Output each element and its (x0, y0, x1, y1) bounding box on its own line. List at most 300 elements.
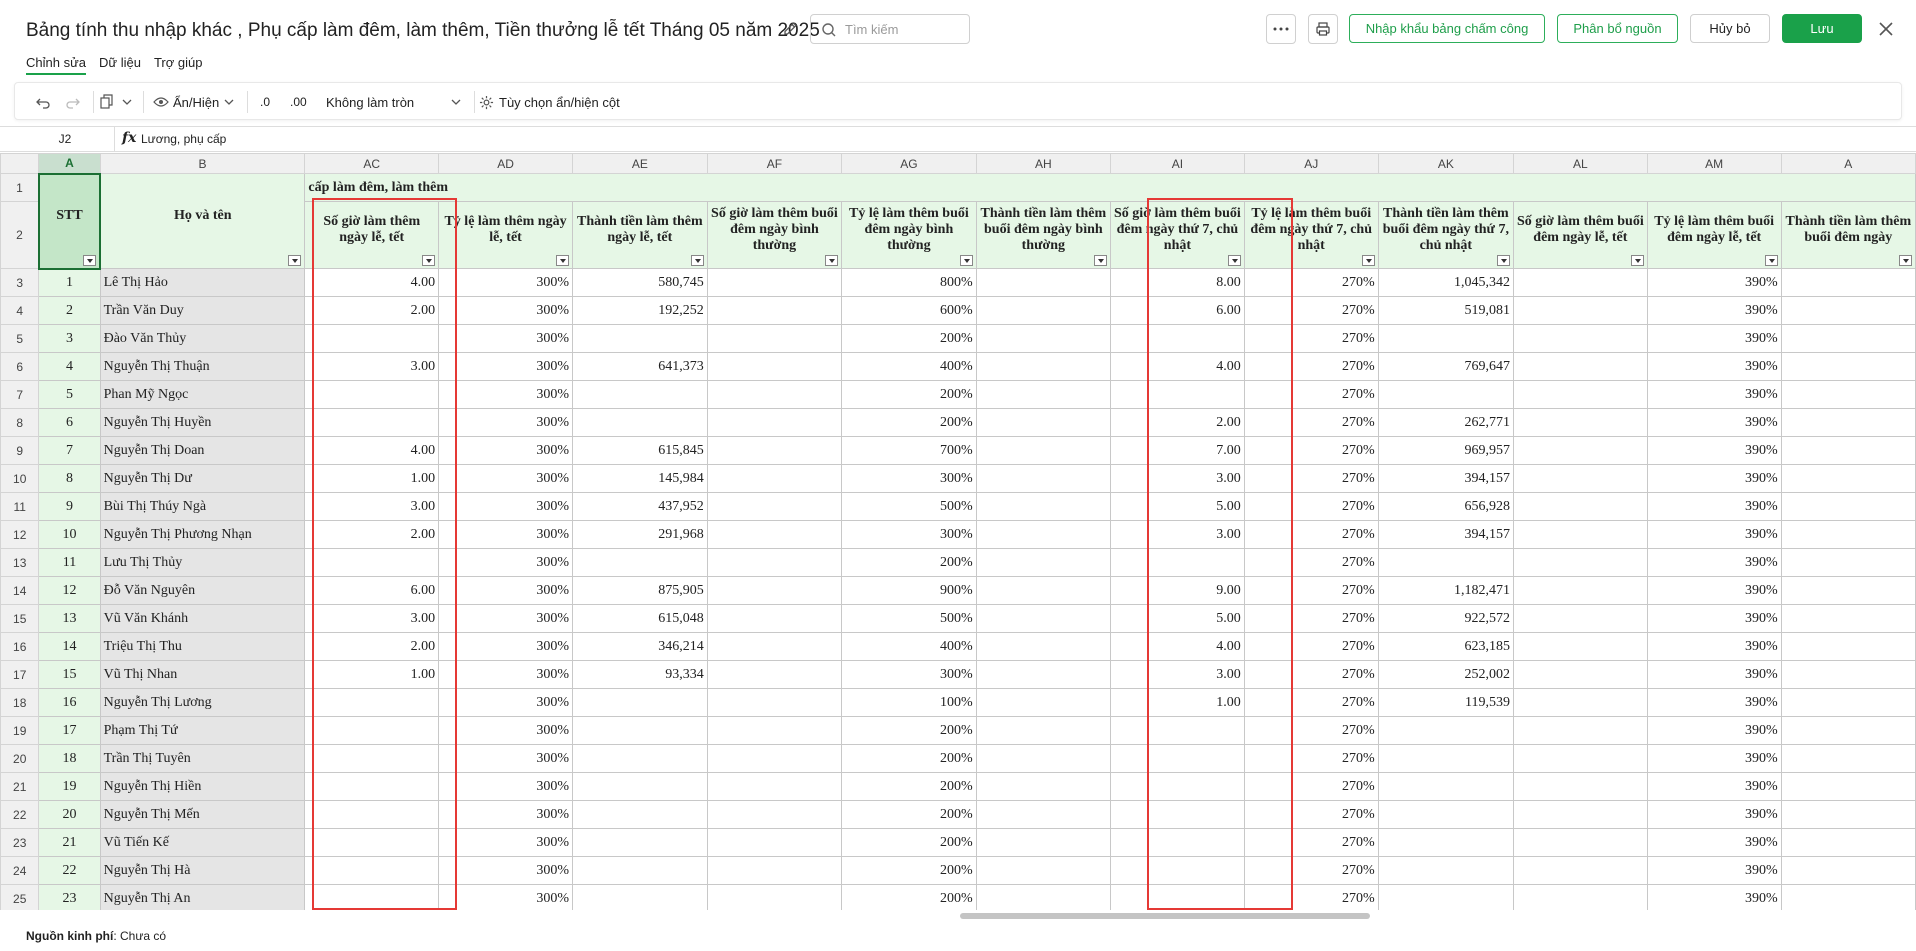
data-cell[interactable] (1111, 745, 1245, 773)
row-header[interactable]: 22 (1, 801, 39, 829)
data-cell[interactable]: 300% (439, 381, 573, 409)
data-cell[interactable] (1111, 549, 1245, 577)
data-cell[interactable]: 270% (1244, 633, 1378, 661)
stt-cell[interactable]: 10 (39, 521, 100, 549)
stt-cell[interactable]: 7 (39, 437, 100, 465)
data-cell[interactable]: 769,647 (1378, 353, 1513, 381)
data-cell[interactable]: 3.00 (1111, 661, 1245, 689)
name-cell[interactable]: Đỗ Văn Nguyên (100, 577, 305, 605)
data-cell[interactable] (707, 493, 841, 521)
data-cell[interactable]: 300% (439, 773, 573, 801)
data-cell[interactable] (707, 325, 841, 353)
row-header[interactable]: 7 (1, 381, 39, 409)
data-cell[interactable]: 200% (842, 801, 976, 829)
stt-cell[interactable]: 18 (39, 745, 100, 773)
name-cell[interactable]: Trần Văn Duy (100, 297, 305, 325)
column-header[interactable]: AH (976, 154, 1110, 174)
row-header[interactable]: 24 (1, 857, 39, 885)
data-cell[interactable] (1514, 829, 1648, 857)
data-cell[interactable]: 200% (842, 381, 976, 409)
increase-decimal-button[interactable]: .00 (290, 95, 307, 109)
data-cell[interactable]: 400% (842, 353, 976, 381)
column-header[interactable]: AF (707, 154, 841, 174)
name-cell[interactable]: Phan Mỹ Ngọc (100, 381, 305, 409)
data-cell[interactable] (1781, 745, 1915, 773)
data-cell[interactable]: 519,081 (1378, 297, 1513, 325)
filter-icon[interactable] (1899, 255, 1912, 266)
data-cell[interactable] (573, 745, 708, 773)
data-cell[interactable]: 300% (439, 605, 573, 633)
row-header[interactable]: 25 (1, 885, 39, 911)
print-button[interactable] (1308, 14, 1338, 44)
data-cell[interactable]: 270% (1244, 465, 1378, 493)
data-cell[interactable] (1111, 325, 1245, 353)
data-cell[interactable]: 300% (439, 885, 573, 911)
name-cell[interactable]: Nguyễn Thị Hà (100, 857, 305, 885)
data-cell[interactable]: 300% (439, 521, 573, 549)
row-header[interactable]: 6 (1, 353, 39, 381)
data-cell[interactable]: 390% (1647, 297, 1781, 325)
name-cell[interactable]: Đào Văn Thủy (100, 325, 305, 353)
data-cell[interactable] (1514, 689, 1648, 717)
data-cell[interactable] (1514, 605, 1648, 633)
data-cell[interactable]: 390% (1647, 521, 1781, 549)
name-cell[interactable]: Nguyễn Thị An (100, 885, 305, 911)
data-cell[interactable] (1514, 521, 1648, 549)
data-cell[interactable] (1514, 493, 1648, 521)
stt-cell[interactable]: 22 (39, 857, 100, 885)
name-cell[interactable]: Nguyễn Thị Thuận (100, 353, 305, 381)
data-cell[interactable]: 119,539 (1378, 689, 1513, 717)
data-cell[interactable] (1514, 857, 1648, 885)
filter-icon[interactable] (556, 255, 569, 266)
data-cell[interactable]: 300% (439, 297, 573, 325)
data-cell[interactable] (976, 633, 1110, 661)
data-cell[interactable] (707, 829, 841, 857)
filter-icon[interactable] (1631, 255, 1644, 266)
data-cell[interactable] (1514, 773, 1648, 801)
stt-cell[interactable]: 3 (39, 325, 100, 353)
data-cell[interactable]: 969,957 (1378, 437, 1513, 465)
data-cell[interactable] (1111, 857, 1245, 885)
data-cell[interactable] (573, 801, 708, 829)
data-cell[interactable] (1378, 773, 1513, 801)
data-cell[interactable]: 300% (439, 633, 573, 661)
data-cell[interactable] (1514, 801, 1648, 829)
name-cell[interactable]: Nguyễn Thị Phương Nhạn (100, 521, 305, 549)
data-cell[interactable] (1514, 381, 1648, 409)
data-cell[interactable] (707, 577, 841, 605)
data-cell[interactable] (707, 633, 841, 661)
data-cell[interactable] (573, 773, 708, 801)
data-cell[interactable]: 3.00 (305, 605, 439, 633)
menu-help[interactable]: Trợ giúp (153, 55, 203, 70)
data-cell[interactable]: 3.00 (1111, 465, 1245, 493)
data-cell[interactable] (707, 661, 841, 689)
data-cell[interactable]: 300% (439, 437, 573, 465)
data-cell[interactable]: 270% (1244, 717, 1378, 745)
data-cell[interactable]: 300% (439, 549, 573, 577)
data-cell[interactable] (1781, 717, 1915, 745)
data-cell[interactable]: 2.00 (1111, 409, 1245, 437)
data-cell[interactable] (1514, 633, 1648, 661)
data-cell[interactable] (573, 857, 708, 885)
data-cell[interactable] (1781, 773, 1915, 801)
data-cell[interactable] (976, 689, 1110, 717)
data-cell[interactable] (305, 409, 439, 437)
data-cell[interactable] (1781, 325, 1915, 353)
stt-cell[interactable]: 4 (39, 353, 100, 381)
stt-cell[interactable]: 23 (39, 885, 100, 911)
data-cell[interactable] (976, 857, 1110, 885)
column-header[interactable]: AD (439, 154, 573, 174)
row-header[interactable]: 19 (1, 717, 39, 745)
data-cell[interactable]: 390% (1647, 465, 1781, 493)
data-cell[interactable]: 200% (842, 773, 976, 801)
data-cell[interactable] (305, 381, 439, 409)
data-cell[interactable]: 270% (1244, 409, 1378, 437)
data-cell[interactable] (707, 381, 841, 409)
row-header[interactable]: 15 (1, 605, 39, 633)
stt-cell[interactable]: 2 (39, 297, 100, 325)
name-cell[interactable]: Bùi Thị Thúy Ngà (100, 493, 305, 521)
data-cell[interactable]: 270% (1244, 353, 1378, 381)
data-cell[interactable]: 270% (1244, 269, 1378, 297)
column-options-button[interactable] (479, 91, 620, 113)
stt-cell[interactable]: 6 (39, 409, 100, 437)
data-cell[interactable] (707, 437, 841, 465)
data-cell[interactable]: 300% (842, 465, 976, 493)
data-cell[interactable]: 200% (842, 829, 976, 857)
data-cell[interactable]: 1.00 (305, 661, 439, 689)
name-cell[interactable]: Vũ Tiến Kế (100, 829, 305, 857)
name-cell[interactable]: Nguyễn Thị Lương (100, 689, 305, 717)
data-cell[interactable] (1514, 661, 1648, 689)
data-cell[interactable] (707, 745, 841, 773)
row-header[interactable]: 5 (1, 325, 39, 353)
column-header[interactable]: B (100, 154, 305, 174)
data-cell[interactable]: 300% (439, 269, 573, 297)
show-hide-dropdown[interactable] (153, 91, 235, 113)
data-cell[interactable]: 7.00 (1111, 437, 1245, 465)
data-cell[interactable]: 390% (1647, 717, 1781, 745)
copy-icon[interactable] (99, 91, 115, 113)
data-cell[interactable] (707, 409, 841, 437)
data-cell[interactable]: 270% (1244, 773, 1378, 801)
menu-data[interactable]: Dữ liệu (99, 55, 141, 70)
filter-icon[interactable] (1765, 255, 1778, 266)
stt-cell[interactable]: 21 (39, 829, 100, 857)
data-cell[interactable] (1781, 493, 1915, 521)
data-cell[interactable] (1514, 409, 1648, 437)
data-cell[interactable]: 270% (1244, 661, 1378, 689)
data-cell[interactable]: 1,182,471 (1378, 577, 1513, 605)
data-cell[interactable]: 346,214 (573, 633, 708, 661)
row-header[interactable]: 4 (1, 297, 39, 325)
data-cell[interactable] (305, 773, 439, 801)
data-cell[interactable]: 300% (439, 717, 573, 745)
name-cell[interactable]: Lê Thị Hảo (100, 269, 305, 297)
filter-icon[interactable] (1362, 255, 1375, 266)
data-cell[interactable]: 1,045,342 (1378, 269, 1513, 297)
data-cell[interactable] (976, 269, 1110, 297)
row-header[interactable]: 8 (1, 409, 39, 437)
data-cell[interactable] (707, 549, 841, 577)
data-cell[interactable] (1514, 353, 1648, 381)
data-cell[interactable]: 6.00 (305, 577, 439, 605)
data-cell[interactable] (976, 605, 1110, 633)
data-cell[interactable] (573, 325, 708, 353)
more-options-button[interactable] (1266, 14, 1296, 44)
data-cell[interactable] (1514, 745, 1648, 773)
data-cell[interactable] (976, 437, 1110, 465)
data-cell[interactable] (1781, 633, 1915, 661)
data-cell[interactable] (305, 689, 439, 717)
stt-cell[interactable]: 15 (39, 661, 100, 689)
data-cell[interactable]: 270% (1244, 493, 1378, 521)
data-cell[interactable]: 300% (842, 521, 976, 549)
data-cell[interactable]: 641,373 (573, 353, 708, 381)
redo-icon[interactable] (65, 91, 81, 113)
data-cell[interactable]: 390% (1647, 409, 1781, 437)
data-cell[interactable] (573, 409, 708, 437)
row-header[interactable]: 3 (1, 269, 39, 297)
data-cell[interactable] (1111, 885, 1245, 911)
data-cell[interactable]: 200% (842, 409, 976, 437)
stt-cell[interactable]: 8 (39, 465, 100, 493)
horizontal-scrollbar[interactable] (960, 913, 1370, 919)
data-cell[interactable]: 252,002 (1378, 661, 1513, 689)
data-cell[interactable]: 300% (439, 661, 573, 689)
data-cell[interactable] (707, 717, 841, 745)
data-cell[interactable] (976, 465, 1110, 493)
decrease-decimal-button[interactable]: .0 (260, 95, 271, 109)
data-cell[interactable] (1781, 521, 1915, 549)
row-header[interactable]: 10 (1, 465, 39, 493)
stt-cell[interactable]: 11 (39, 549, 100, 577)
filter-icon[interactable] (960, 255, 973, 266)
data-cell[interactable] (573, 885, 708, 911)
data-cell[interactable] (1781, 829, 1915, 857)
filter-icon[interactable] (1497, 255, 1510, 266)
data-cell[interactable] (976, 549, 1110, 577)
data-cell[interactable] (976, 577, 1110, 605)
data-cell[interactable]: 3.00 (305, 353, 439, 381)
data-cell[interactable] (1781, 661, 1915, 689)
data-cell[interactable]: 2.00 (305, 297, 439, 325)
row-header[interactable]: 1 (1, 174, 39, 202)
data-cell[interactable] (1378, 549, 1513, 577)
allocate-source-button[interactable]: Phân bổ nguồn (1557, 14, 1678, 43)
data-cell[interactable] (976, 325, 1110, 353)
data-cell[interactable]: 192,252 (573, 297, 708, 325)
data-cell[interactable] (1378, 801, 1513, 829)
data-cell[interactable] (573, 381, 708, 409)
data-cell[interactable]: 200% (842, 745, 976, 773)
data-cell[interactable]: 300% (439, 409, 573, 437)
data-cell[interactable]: 270% (1244, 745, 1378, 773)
row-header[interactable]: 17 (1, 661, 39, 689)
data-cell[interactable]: 270% (1244, 297, 1378, 325)
data-cell[interactable]: 390% (1647, 269, 1781, 297)
data-cell[interactable]: 3.00 (305, 493, 439, 521)
data-cell[interactable] (707, 885, 841, 911)
data-cell[interactable]: 300% (439, 857, 573, 885)
data-cell[interactable]: 270% (1244, 829, 1378, 857)
stt-cell[interactable]: 16 (39, 689, 100, 717)
data-cell[interactable] (707, 521, 841, 549)
data-cell[interactable]: 145,984 (573, 465, 708, 493)
data-cell[interactable]: 300% (439, 493, 573, 521)
data-cell[interactable]: 615,048 (573, 605, 708, 633)
select-all-corner[interactable] (1, 154, 39, 174)
data-cell[interactable]: 291,968 (573, 521, 708, 549)
data-cell[interactable] (1378, 717, 1513, 745)
stt-cell[interactable]: 9 (39, 493, 100, 521)
name-cell[interactable]: Trần Thị Tuyên (100, 745, 305, 773)
stt-cell[interactable]: 17 (39, 717, 100, 745)
data-cell[interactable] (707, 689, 841, 717)
data-cell[interactable] (1111, 773, 1245, 801)
data-cell[interactable]: 390% (1647, 689, 1781, 717)
column-header[interactable]: AI (1111, 154, 1245, 174)
column-header[interactable]: AL (1514, 154, 1648, 174)
data-cell[interactable]: 300% (439, 465, 573, 493)
data-cell[interactable] (1111, 829, 1245, 857)
data-cell[interactable] (707, 773, 841, 801)
data-cell[interactable] (1514, 297, 1648, 325)
data-cell[interactable] (707, 857, 841, 885)
data-cell[interactable]: 5.00 (1111, 605, 1245, 633)
data-cell[interactable]: 390% (1647, 381, 1781, 409)
data-cell[interactable] (707, 605, 841, 633)
stt-cell[interactable]: 19 (39, 773, 100, 801)
data-cell[interactable]: 390% (1647, 325, 1781, 353)
rounding-select[interactable] (326, 91, 462, 113)
data-cell[interactable]: 270% (1244, 521, 1378, 549)
data-cell[interactable]: 270% (1244, 325, 1378, 353)
data-cell[interactable]: 390% (1647, 801, 1781, 829)
data-cell[interactable] (976, 885, 1110, 911)
data-cell[interactable]: 390% (1647, 829, 1781, 857)
data-cell[interactable]: 600% (842, 297, 976, 325)
data-cell[interactable]: 200% (842, 325, 976, 353)
filter-icon[interactable] (83, 255, 96, 266)
name-cell[interactable]: Nguyễn Thị Doan (100, 437, 305, 465)
filter-icon[interactable] (825, 255, 838, 266)
data-cell[interactable] (573, 549, 708, 577)
data-cell[interactable]: 922,572 (1378, 605, 1513, 633)
data-cell[interactable] (1378, 325, 1513, 353)
stt-cell[interactable]: 5 (39, 381, 100, 409)
data-cell[interactable]: 300% (439, 829, 573, 857)
data-cell[interactable]: 5.00 (1111, 493, 1245, 521)
name-cell[interactable]: Vũ Văn Khánh (100, 605, 305, 633)
data-cell[interactable] (1781, 857, 1915, 885)
data-cell[interactable]: 390% (1647, 633, 1781, 661)
data-cell[interactable] (1514, 549, 1648, 577)
stt-cell[interactable]: 20 (39, 801, 100, 829)
data-cell[interactable]: 390% (1647, 493, 1781, 521)
data-cell[interactable]: 100% (842, 689, 976, 717)
data-cell[interactable] (1781, 353, 1915, 381)
undo-icon[interactable] (35, 91, 51, 113)
data-cell[interactable] (1111, 381, 1245, 409)
name-cell[interactable]: Vũ Thị Nhan (100, 661, 305, 689)
row-header[interactable]: 23 (1, 829, 39, 857)
data-cell[interactable] (976, 745, 1110, 773)
data-cell[interactable]: 300% (439, 745, 573, 773)
row-header[interactable]: 2 (1, 202, 39, 269)
data-cell[interactable] (976, 297, 1110, 325)
data-cell[interactable]: 270% (1244, 885, 1378, 911)
column-header[interactable]: AJ (1244, 154, 1378, 174)
data-cell[interactable]: 1.00 (305, 465, 439, 493)
row-header[interactable]: 18 (1, 689, 39, 717)
close-icon[interactable] (1873, 16, 1899, 42)
data-cell[interactable]: 623,185 (1378, 633, 1513, 661)
data-cell[interactable] (976, 717, 1110, 745)
data-cell[interactable] (573, 689, 708, 717)
data-cell[interactable] (976, 521, 1110, 549)
data-cell[interactable]: 390% (1647, 353, 1781, 381)
data-cell[interactable] (573, 717, 708, 745)
data-cell[interactable]: 390% (1647, 437, 1781, 465)
data-cell[interactable]: 200% (842, 857, 976, 885)
column-header[interactable]: A (39, 154, 100, 174)
data-cell[interactable] (1378, 745, 1513, 773)
formula-input[interactable]: Lương, phụ cấp (141, 132, 227, 146)
data-cell[interactable]: 390% (1647, 661, 1781, 689)
data-cell[interactable]: 500% (842, 605, 976, 633)
data-cell[interactable]: 300% (439, 353, 573, 381)
name-cell[interactable]: Phạm Thị Tứ (100, 717, 305, 745)
data-cell[interactable] (1781, 549, 1915, 577)
data-cell[interactable]: 270% (1244, 689, 1378, 717)
row-header[interactable]: 16 (1, 633, 39, 661)
data-cell[interactable] (1781, 437, 1915, 465)
name-cell[interactable]: Triệu Thị Thu (100, 633, 305, 661)
data-cell[interactable] (976, 801, 1110, 829)
name-cell[interactable]: Lưu Thị Thủy (100, 549, 305, 577)
data-cell[interactable] (976, 661, 1110, 689)
row-header[interactable]: 12 (1, 521, 39, 549)
data-cell[interactable]: 390% (1647, 577, 1781, 605)
data-cell[interactable]: 900% (842, 577, 976, 605)
stt-cell[interactable]: 13 (39, 605, 100, 633)
data-cell[interactable] (1514, 717, 1648, 745)
data-cell[interactable] (1514, 269, 1648, 297)
stt-cell[interactable]: 1 (39, 269, 100, 297)
data-cell[interactable] (1781, 269, 1915, 297)
data-cell[interactable] (1781, 409, 1915, 437)
filter-icon[interactable] (422, 255, 435, 266)
data-cell[interactable] (1781, 465, 1915, 493)
data-cell[interactable] (707, 801, 841, 829)
data-cell[interactable]: 262,771 (1378, 409, 1513, 437)
data-cell[interactable]: 270% (1244, 605, 1378, 633)
data-cell[interactable] (305, 857, 439, 885)
data-cell[interactable] (305, 885, 439, 911)
name-cell[interactable]: Nguyễn Thị Hiền (100, 773, 305, 801)
cell-reference[interactable]: J2 (58, 132, 72, 146)
data-cell[interactable]: 1.00 (1111, 689, 1245, 717)
data-cell[interactable]: 8.00 (1111, 269, 1245, 297)
data-cell[interactable]: 300% (439, 689, 573, 717)
data-cell[interactable] (305, 549, 439, 577)
data-cell[interactable]: 4.00 (1111, 353, 1245, 381)
data-cell[interactable] (1781, 605, 1915, 633)
